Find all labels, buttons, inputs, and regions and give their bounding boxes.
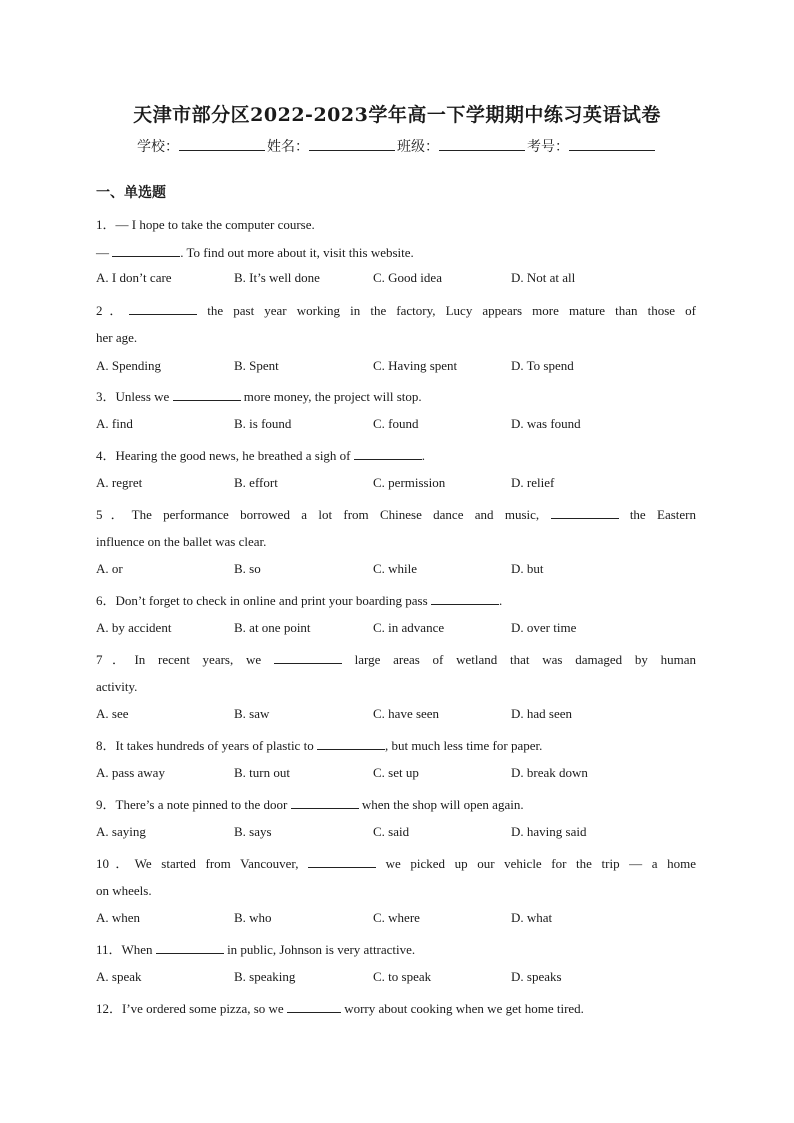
question-4-option-a[interactable]: A. regret [96,475,143,490]
question-9-option-d[interactable]: D. having said [511,824,587,839]
question-6-text-line: 6．Don’t forget to check in online and print your boarding pass . [96,593,503,608]
class-label: 班级： [397,139,439,155]
answer-blank[interactable] [287,1000,341,1013]
question-3-option-d[interactable]: D. was found [511,416,581,431]
answer-blank[interactable] [308,855,376,868]
question-4-option-b[interactable]: B. effort [234,475,278,490]
question-8-text-line: 8．It takes hundreds of years of plastic to , but much less time for paper. [96,738,543,753]
school-blank[interactable] [179,137,265,151]
answer-blank[interactable] [129,302,197,315]
question-3-option-c[interactable]: C. found [373,416,419,431]
question-2-text-line: her age. [96,330,138,345]
question-3-option-a[interactable]: A. find [96,416,133,431]
question-8-option-d[interactable]: D. break down [511,765,588,780]
answer-blank[interactable] [317,737,385,750]
question-1-option-b[interactable]: B. It’s well done [234,270,320,285]
question-11-option-b[interactable]: B. speaking [234,969,296,984]
question-5-option-a[interactable]: A. or [96,561,123,576]
question-7-option-a[interactable]: A. see [96,706,129,721]
answer-blank[interactable] [551,506,619,519]
question-10-option-a[interactable]: A. when [96,910,141,925]
question-8-option-a[interactable]: A. pass away [96,765,165,780]
question-1-option-a[interactable]: A. I don’t care [96,270,172,285]
question-2-option-d[interactable]: D. To spend [511,358,574,373]
question-7-option-b[interactable]: B. saw [234,706,270,721]
question-12-text-line: 12．I’ve ordered some pizza, so we worry about cooking when we get home tired. [96,1001,584,1016]
question-10-option-c[interactable]: C. where [373,910,420,925]
number-blank[interactable] [569,137,655,151]
name-blank[interactable] [309,137,395,151]
question-7-option-c[interactable]: C. have seen [373,706,440,721]
answer-blank[interactable] [156,941,224,954]
question-2-option-a[interactable]: A. Spending [96,358,161,373]
question-6-option-b[interactable]: B. at one point [234,620,311,635]
question-11-text-line: 11．When in public, Johnson is very attractive. [96,942,416,957]
question-4-text-line: 4．Hearing the good news, he breathed a sigh of . [96,448,426,463]
question-9-text-line: 9．There’s a note pinned to the door when the shop will open again. [96,797,524,812]
question-6-option-d[interactable]: D. over time [511,620,577,635]
question-2-text-line: 2． the past year working in the factory, Lucy appears more mature than those of [96,303,696,318]
question-10-option-d[interactable]: D. what [511,910,553,925]
answer-blank[interactable] [274,651,342,664]
number-label: 考号： [527,139,569,155]
question-4-option-c[interactable]: C. permission [373,475,446,490]
question-1-text-line: — . To find out more about it, visit this website. [96,245,414,260]
answer-blank[interactable] [354,447,422,460]
page-title: 天津市部分区2022-2023学年高一下学期期中练习英语试卷 [133,104,661,126]
question-4-option-d[interactable]: D. relief [511,475,555,490]
question-6-option-a[interactable]: A. by accident [96,620,172,635]
question-7-text-line: 7．In recent years, we large areas of wetland that was damaged by human [96,652,696,667]
question-1-option-c[interactable]: C. Good idea [373,270,442,285]
answer-blank[interactable] [431,592,499,605]
answer-blank[interactable] [291,796,359,809]
question-10-text-line: 10．We started from Vancouver, we picked up our vehicle for the trip — a home [96,856,696,871]
question-5-text-line: influence on the ballet was clear. [96,534,267,549]
question-9-option-b[interactable]: B. says [234,824,272,839]
question-10-option-b[interactable]: B. who [234,910,272,925]
question-7-text-line: activity. [96,679,138,694]
question-8-option-c[interactable]: C. set up [373,765,419,780]
answer-blank[interactable] [112,244,180,257]
school-label: 学校： [137,139,179,155]
question-5-option-c[interactable]: C. while [373,561,418,576]
question-1-option-d[interactable]: D. Not at all [511,270,576,285]
question-9-option-c[interactable]: C. said [373,824,410,839]
student-info-line [0,136,794,156]
question-11-option-c[interactable]: C. to speak [373,969,432,984]
question-1-text-line: 1．— I hope to take the computer course. [96,217,315,232]
question-5-option-b[interactable]: B. so [234,561,261,576]
question-3-text-line: 3．Unless we more money, the project will stop. [96,389,422,404]
question-3-option-b[interactable]: B. is found [234,416,292,431]
question-2-option-b[interactable]: B. Spent [234,358,279,373]
question-6-option-c[interactable]: C. in advance [373,620,445,635]
answer-blank[interactable] [173,388,241,401]
question-10-text-line: on wheels. [96,883,152,898]
section-title: 一、单选题 [96,185,166,201]
question-11-option-d[interactable]: D. speaks [511,969,562,984]
question-5-text-line: 5．The performance borrowed a lot from Chinese dance and music, the Eastern [96,507,696,522]
question-5-option-d[interactable]: D. but [511,561,544,576]
question-7-option-d[interactable]: D. had seen [511,706,573,721]
question-9-option-a[interactable]: A. saying [96,824,146,839]
question-8-option-b[interactable]: B. turn out [234,765,290,780]
name-label: 姓名： [267,139,309,155]
question-11-option-a[interactable]: A. speak [96,969,142,984]
class-blank[interactable] [439,137,525,151]
question-2-option-c[interactable]: C. Having spent [373,358,458,373]
